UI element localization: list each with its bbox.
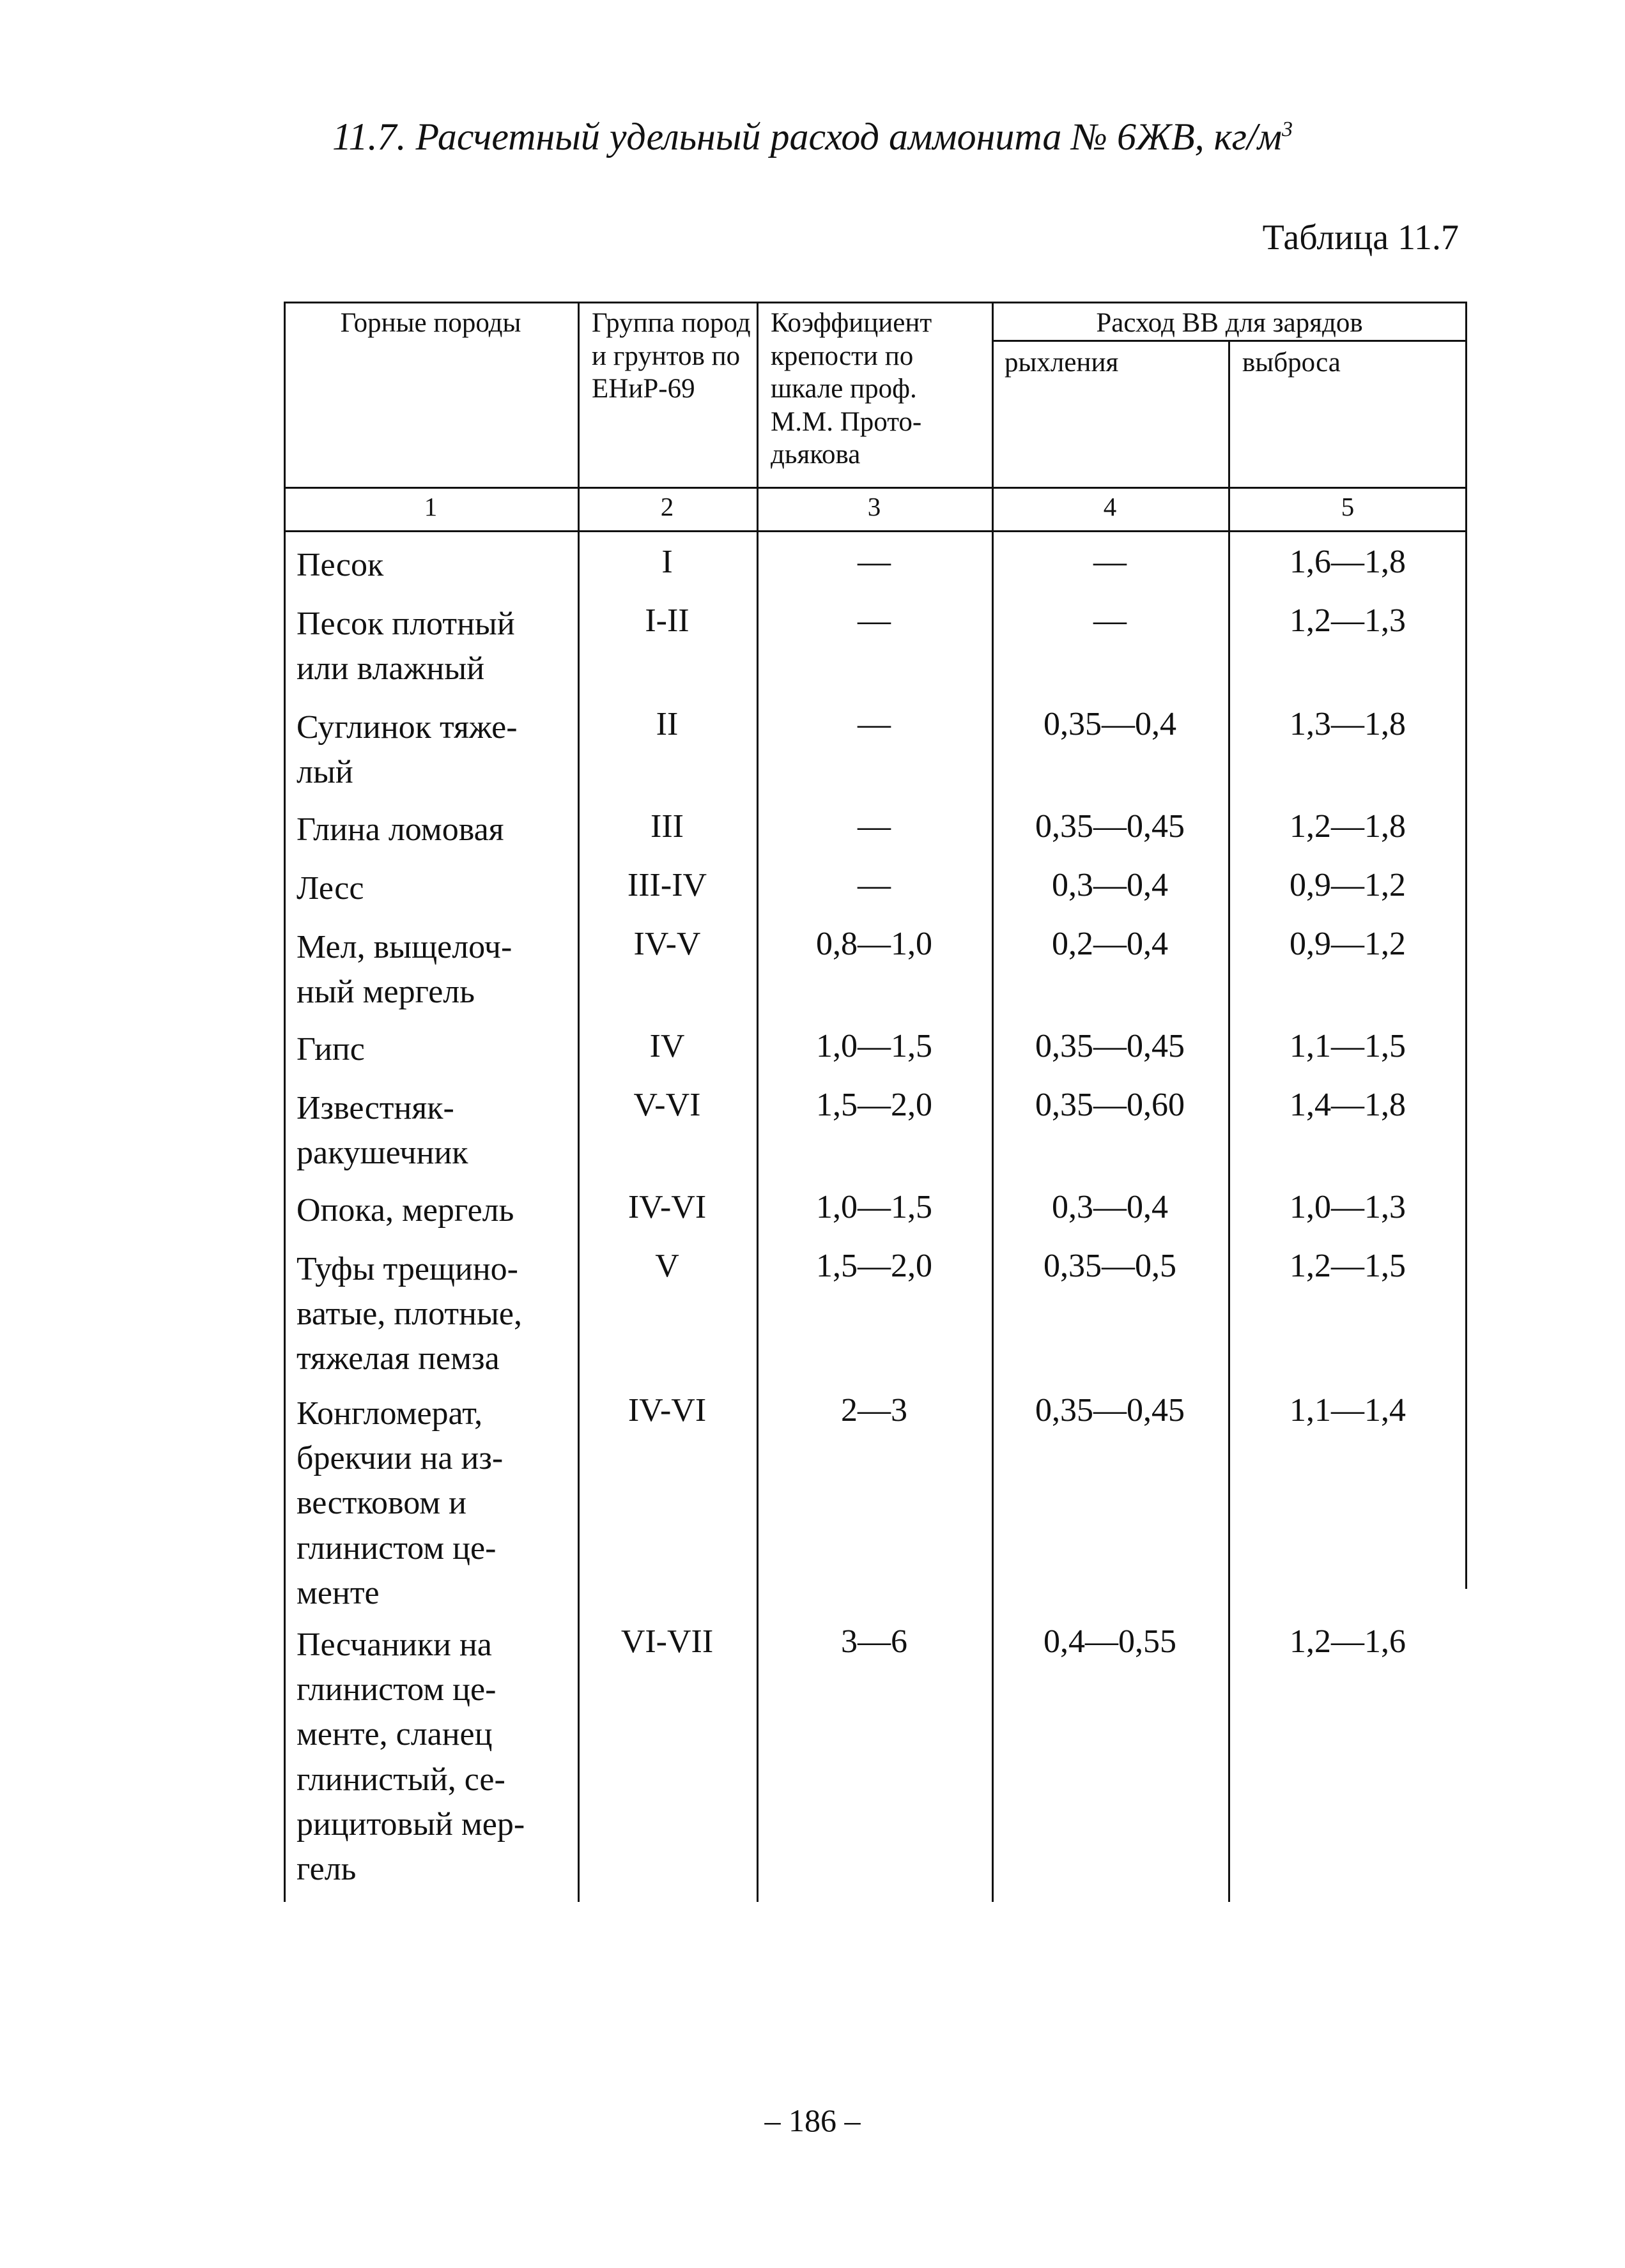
row-group: IV-V (633, 926, 701, 962)
row-coef: 1,5—2,0 (816, 1087, 932, 1123)
row-group: VI-VII (620, 1623, 714, 1660)
row-rock-name: Суглинок тяже- лый (297, 709, 518, 791)
row-coef: 1,5—2,0 (816, 1248, 932, 1284)
row-rock-name: Песок плотный или влажный (297, 606, 515, 687)
row-loosening: 0,35—0,45 (1035, 808, 1185, 845)
table-title-text: 11.7. Расчетный удельный расход аммонита № 6ЖВ, кг/м (332, 116, 1282, 158)
row-coef: — (858, 602, 891, 639)
row-ejection: 1,2—1,6 (1290, 1623, 1406, 1660)
row-coef: — (858, 808, 891, 845)
row-ejection: 1,1—1,4 (1290, 1392, 1406, 1429)
row-group: IV (649, 1028, 685, 1064)
row-ejection: 0,9—1,2 (1290, 926, 1406, 962)
header-rock: Горные породы (340, 308, 521, 338)
header-charge: Расход ВВ для зарядов (1096, 308, 1363, 338)
row-coef: — (858, 867, 891, 903)
row-loosening: 0,35—0,5 (1044, 1248, 1176, 1284)
row-ejection: 1,2—1,8 (1290, 808, 1406, 845)
row-ejection: 1,2—1,3 (1290, 602, 1406, 639)
row-loosening: — (1093, 544, 1127, 580)
row-coef: — (858, 706, 891, 742)
row-group: III (651, 808, 684, 845)
row-group: III-IV (627, 867, 707, 903)
row-ejection: 1,0—1,3 (1290, 1189, 1406, 1225)
row-rock-name: Известняк- ракушечник (297, 1090, 468, 1172)
row-loosening: 0,35—0,45 (1035, 1392, 1185, 1429)
consumption-table (284, 302, 1467, 1902)
row-loosening: 0,35—0,4 (1044, 706, 1176, 742)
col-number-4: 4 (1103, 492, 1117, 521)
table-numbers-bottom-rule (284, 530, 1467, 532)
header-ejection: выброса (1242, 348, 1341, 378)
row-group: V (655, 1248, 679, 1284)
row-ejection: 0,9—1,2 (1290, 867, 1406, 903)
page-number: – 186 – (764, 2103, 861, 2138)
header-coef: Коэффициент крепости по шкале проф. М.М. Прото- дьякова (771, 308, 932, 470)
row-rock-name: Песчаники на глинистом це- менте, сланец глинистый, се- рицитовый мер- гель (297, 1627, 525, 1887)
row-rock-name: Туфы трещино- ватые, плотные, тяжелая пемза (297, 1251, 523, 1377)
row-rock-name: Лесс (297, 870, 364, 907)
table-title-superscript: 3 (1282, 118, 1293, 141)
row-rock-name: Мел, выщелоч- ный мергель (297, 929, 512, 1011)
table-title (0, 115, 1625, 159)
row-ejection: 1,2—1,5 (1290, 1248, 1406, 1284)
row-loosening: 0,3—0,4 (1052, 1189, 1168, 1225)
row-rock-name: Песок (297, 547, 384, 583)
row-group: II (656, 706, 679, 742)
row-rock-name: Глина ломовая (297, 811, 504, 848)
row-loosening: 0,35—0,60 (1035, 1087, 1185, 1123)
row-group: V-VI (633, 1087, 701, 1123)
table-label: Таблица 11.7 (1262, 218, 1459, 257)
row-coef: 1,0—1,5 (816, 1189, 932, 1225)
table-border-top (284, 302, 1467, 303)
col-number-3: 3 (867, 492, 881, 521)
row-rock-name: Конгломерат, брекчии на из- вестковом и глинистом це- менте (297, 1395, 504, 1611)
row-ejection: 1,6—1,8 (1290, 544, 1406, 580)
row-ejection: 1,1—1,5 (1290, 1028, 1406, 1064)
row-coef: — (858, 544, 891, 580)
table-header-bottom-rule (284, 487, 1467, 489)
row-coef: 3—6 (841, 1623, 907, 1660)
row-ejection: 1,4—1,8 (1290, 1087, 1406, 1123)
table-subheader-rule (992, 340, 1467, 342)
row-loosening: 0,3—0,4 (1052, 867, 1168, 903)
row-group: I (661, 544, 673, 580)
row-ejection: 1,3—1,8 (1290, 706, 1406, 742)
header-group: Группа пород и грунтов по ЕНиР-69 (592, 308, 751, 404)
row-group: IV-VI (628, 1392, 707, 1429)
row-loosening: 0,35—0,45 (1035, 1028, 1185, 1064)
col-number-5: 5 (1341, 492, 1355, 521)
row-coef: 2—3 (841, 1392, 907, 1429)
header-loosening: рыхления (1005, 348, 1119, 378)
row-loosening: 0,2—0,4 (1052, 926, 1168, 962)
col-number-2: 2 (660, 492, 674, 521)
row-loosening: 0,4—0,55 (1044, 1623, 1176, 1660)
row-rock-name: Гипс (297, 1031, 365, 1068)
row-coef: 1,0—1,5 (816, 1028, 932, 1064)
row-group: I-II (645, 602, 689, 639)
row-coef: 0,8—1,0 (816, 926, 932, 962)
row-loosening: — (1093, 602, 1127, 639)
row-rock-name: Опока, мергель (297, 1192, 514, 1229)
table-border-left (284, 302, 286, 1902)
row-group: IV-VI (628, 1189, 707, 1225)
col-number-1: 1 (424, 492, 438, 521)
